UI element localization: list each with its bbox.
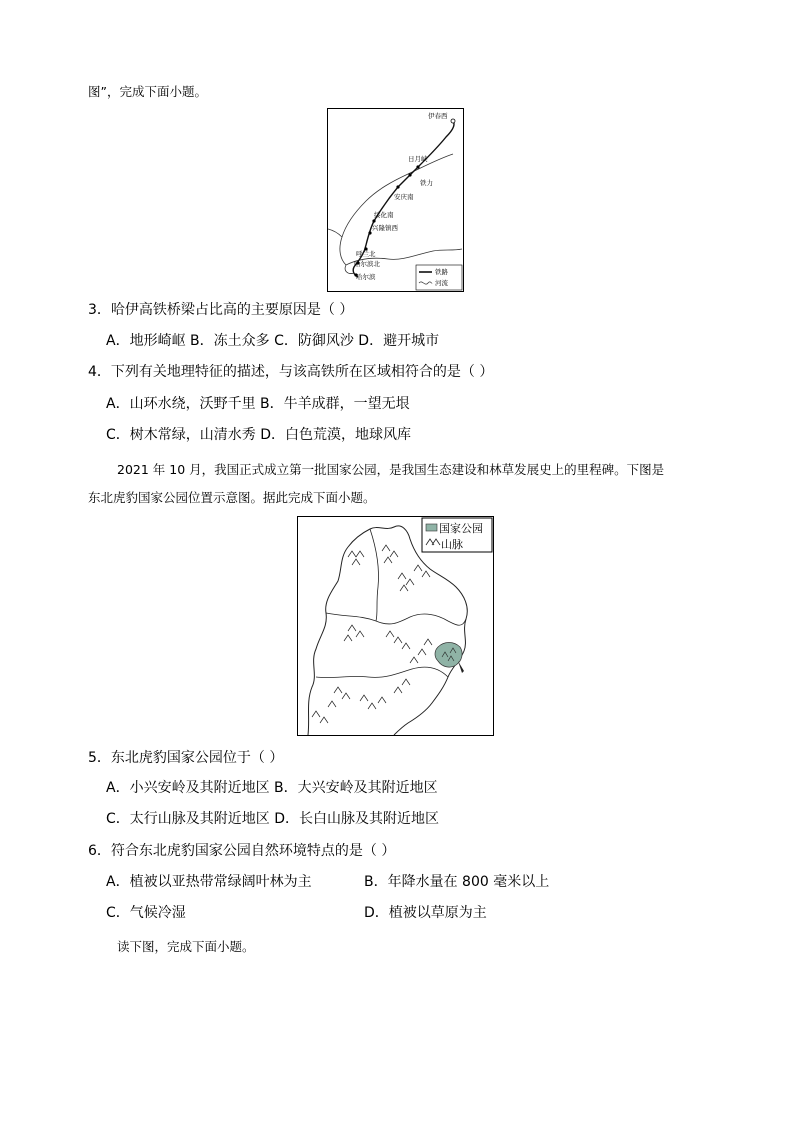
national-park-map: [297, 516, 494, 736]
station-label: 哈尔滨北: [354, 260, 380, 268]
station-label: 哈尔滨: [356, 273, 376, 281]
passage3: 读下图，完成下面小题。: [117, 939, 255, 954]
q3-stem: 3．哈伊高铁桥梁占比高的主要原因是（ ）: [88, 302, 354, 318]
passage2-line1: 2021 年 10 月，我国正式成立第一批国家公园，是我国生态建设和林草发展史上的里程碑。下图是: [117, 462, 665, 477]
q4-stem: 4．下列有关地理特征的描述，与该高铁所在区域相符合的是（ ）: [88, 364, 494, 380]
legend-railway: 铁路: [435, 268, 448, 276]
legend-national-park: 国家公园: [439, 522, 483, 535]
station-label: 铁力: [420, 179, 433, 187]
q4-options-row2: C．树木常绿，山清水秀 D．白色荒漠，地球风库: [106, 427, 412, 443]
q5-options-row2: C．太行山脉及其附近地区 D．长白山脉及其附近地区: [106, 811, 440, 827]
station-label: 伊春西: [428, 112, 448, 120]
q5-stem: 5．东北虎豹国家公园位于（ ）: [88, 750, 284, 766]
station-label: 绥化南: [374, 211, 394, 219]
station-label: 安庆南: [394, 193, 414, 201]
railway-map: [327, 108, 464, 292]
q6-option-b: B．年降水量在 800 毫米以上: [364, 874, 550, 890]
q3-options: A．地形崎岖 B．冻土众多 C．防御风沙 D．避开城市: [106, 333, 440, 349]
q6-option-d: D．植被以草原为主: [364, 905, 487, 921]
legend-mountain: 山脉: [441, 538, 463, 551]
q5-options-row1: A．小兴安岭及其附近地区 B．大兴安岭及其附近地区: [106, 780, 438, 796]
station-label: 日月峡: [408, 155, 428, 163]
passage2-line2: 东北虎豹国家公园位置示意图。据此完成下面小题。: [88, 490, 376, 505]
station-label: 兴隆镇西: [372, 224, 398, 232]
station-label: 呼兰北: [356, 250, 376, 258]
q6-stem: 6．符合东北虎豹国家公园自然环境特点的是（ ）: [88, 843, 396, 859]
intro-tail: 图”，完成下面小题。: [88, 84, 207, 99]
q6-option-c: C．气候冷湿: [106, 905, 186, 921]
q6-option-a: A．植被以亚热带常绿阔叶林为主: [106, 874, 312, 890]
legend-river: 河流: [435, 279, 448, 287]
q4-options-row1: A．山环水绕，沃野千里 B．牛羊成群，一望无垠: [106, 396, 410, 412]
